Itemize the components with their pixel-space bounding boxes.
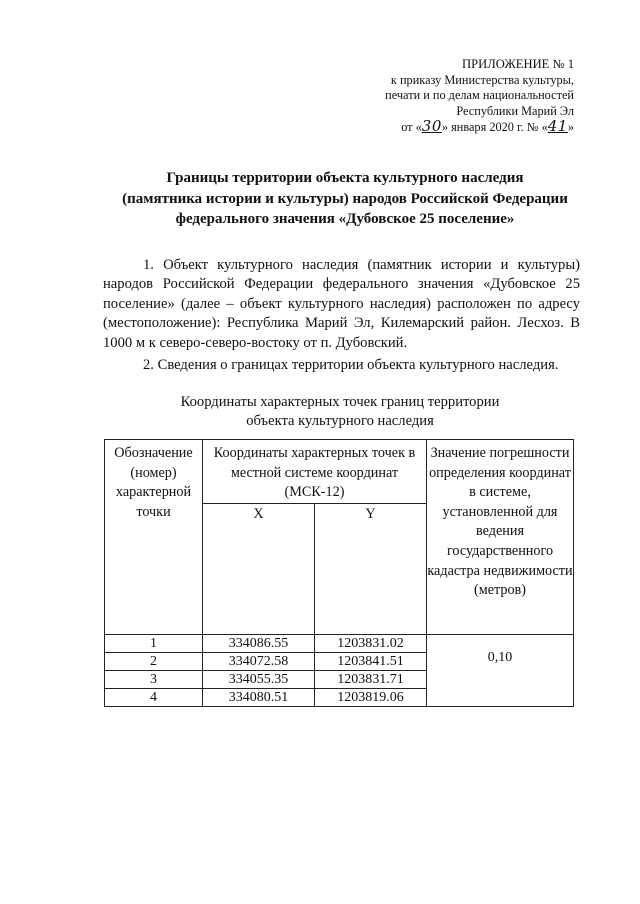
title-line-3: федерального значения «Дубовское 25 поселение» <box>175 211 515 227</box>
paragraph-object-location: 1. Объект культурного наследия (памятник истории и культуры) народов Российской Федерации федерального значения «Дубовское 25 поселение» (далее – объект культурного наследия) расположен по адресу (местоположение): Республика Марий Эл, Килемарский район. Лесхоз. В 1000 м к северо-северо-востоку от п. Дубовский. <box>103 257 580 351</box>
document-title <box>110 168 580 230</box>
point-cell: 1 <box>105 634 203 652</box>
title-line-2: (памятника истории и культуры) народов Российской Федерации <box>122 190 568 207</box>
date-prefix: от « <box>401 120 422 135</box>
header-x: X <box>203 503 315 634</box>
handwritten-day: 30 <box>421 117 442 136</box>
appendix-date-line <box>334 119 574 136</box>
header-y: Y <box>315 503 427 634</box>
appendix-order-line: к приказу Министерства культуры, <box>390 72 574 87</box>
appendix-republic-line: Республики Марий Эл <box>456 103 574 118</box>
point-cell: 2 <box>105 652 203 670</box>
y-cell: 1203841.51 <box>315 652 427 670</box>
header-coordinates: Координаты характерных точек в местной системе координат (МСК-12) <box>203 440 427 504</box>
appendix-ministry-line: печати и по делам национальностей <box>385 88 574 103</box>
point-cell: 4 <box>105 688 203 706</box>
handwritten-order-number: 41 <box>547 117 568 136</box>
paragraph-boundaries: 2. Сведения о границах территории объекта культурного наследия. <box>143 357 559 373</box>
x-cell: 334086.55 <box>203 634 315 652</box>
x-cell: 334080.51 <box>203 688 315 706</box>
date-middle: » января 2020 г. № « <box>441 120 548 135</box>
point-cell: 3 <box>105 670 203 688</box>
y-cell: 1203831.71 <box>315 670 427 688</box>
coordinates-table <box>104 439 574 707</box>
title-line-1: Границы территории объекта культурного наследия <box>166 170 524 186</box>
y-cell: 1203819.06 <box>315 688 427 706</box>
appendix-block <box>334 57 574 136</box>
y-cell: 1203831.02 <box>315 634 427 652</box>
table-row <box>105 634 574 652</box>
caption-line-2: объекта культурного наследия <box>246 412 434 429</box>
error-value-cell: 0,10 <box>427 634 574 706</box>
appendix-number: ПРИЛОЖЕНИЕ № 1 <box>462 57 574 71</box>
x-cell: 334072.58 <box>203 652 315 670</box>
caption-line-1: Координаты характерных точек границ территории <box>180 394 500 410</box>
date-suffix: » <box>567 120 574 135</box>
header-point-designation: Обозначение (номер) характерной точки <box>105 440 203 635</box>
table-caption <box>150 393 530 430</box>
header-error-value: Значение погрешности определения координат в системе, установленной для ведения государственного кадастра недвижимости (метров) <box>427 440 574 635</box>
x-cell: 334055.35 <box>203 670 315 688</box>
